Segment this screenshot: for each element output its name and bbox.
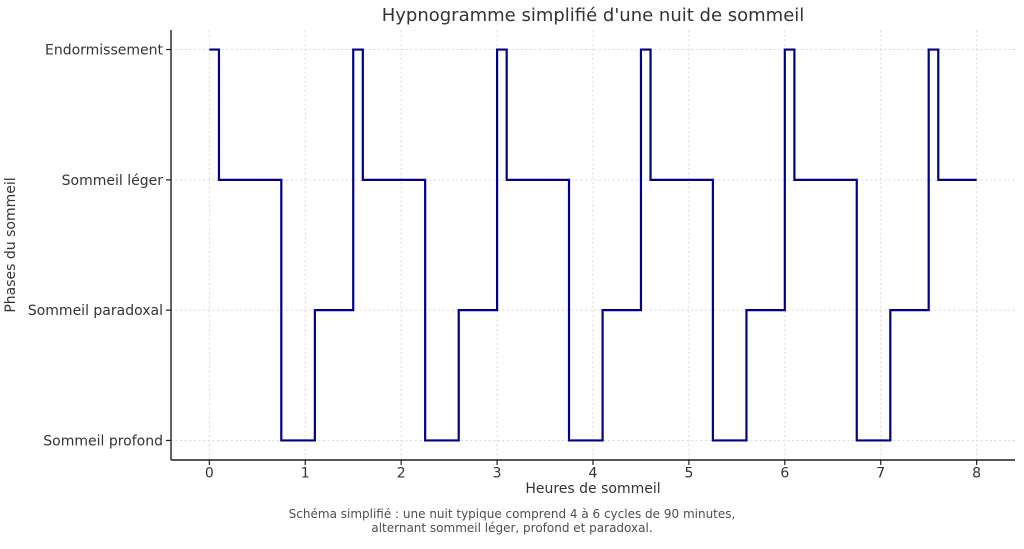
series-group [209,50,976,441]
gridlines [171,30,1015,460]
x-tick-label: 8 [972,465,982,482]
chart-caption [0,507,1024,535]
x-tick-label: 1 [300,465,310,482]
sleep-stage-line [209,50,976,441]
x-tick-label: 7 [876,465,886,482]
y-tick-label: Sommeil profond [43,433,163,450]
x-tick-label: 5 [684,465,694,482]
x-tick-label: 6 [780,465,790,482]
y-tick-label: Endormissement [44,42,163,59]
x-tick-label: 0 [204,465,214,482]
x-tick-label: 4 [588,465,598,482]
caption-line-2: alternant sommeil léger, profond et paradoxal. [371,521,653,535]
x-tick-label: 2 [396,465,406,482]
y-axis-label: Phases du sommeil [3,177,19,313]
chart-title: Hypnogramme simplifié d'une nuit de sommeil [381,5,805,26]
x-tick-label: 3 [492,465,502,482]
y-tick-label: Sommeil paradoxal [27,303,163,320]
y-tick-label: Sommeil léger [61,172,163,189]
x-axis-label: Heures de sommeil [525,481,661,497]
axes [28,30,1015,482]
caption-line-1: Schéma simplifié : une nuit typique comprend 4 à 6 cycles de 90 minutes, [288,507,736,521]
